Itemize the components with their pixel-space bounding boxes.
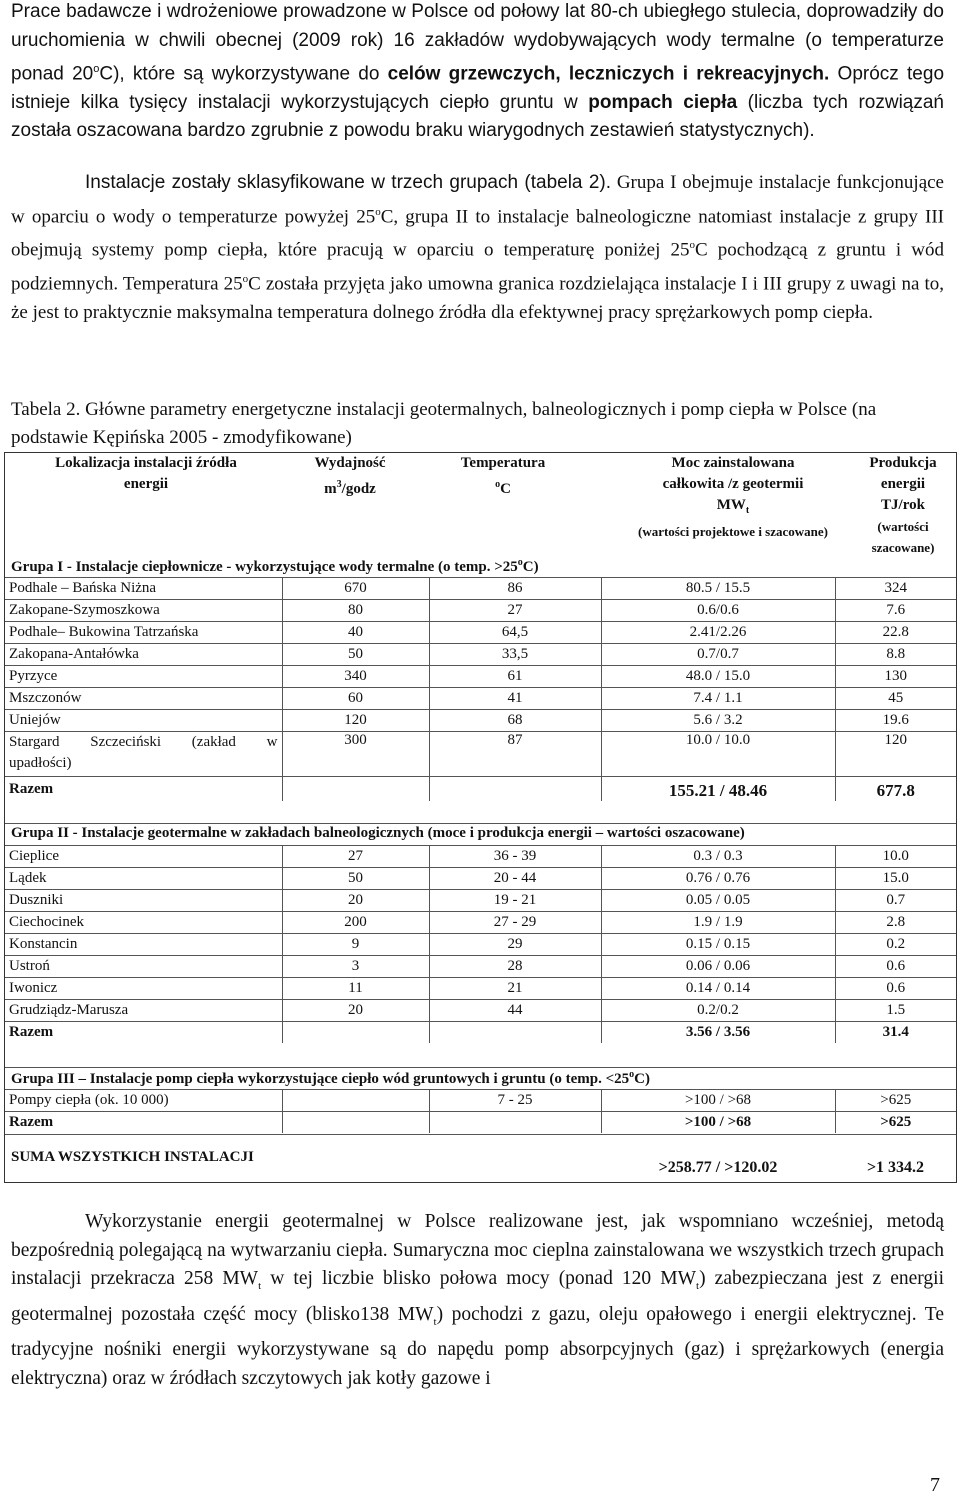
- group-1-title: [11, 557, 539, 576]
- cell-production: >625: [835, 1090, 956, 1112]
- intro-text: C pochodzącą z gruntu i wód podziemnych. Temperatura 25: [11, 239, 944, 295]
- cell-production: 1.5: [835, 1000, 956, 1022]
- cell-power: 5.6 / 3.2: [601, 710, 835, 732]
- cell-location: Uniejów: [5, 710, 282, 732]
- cell-production: 0.2: [835, 934, 956, 956]
- cell-flow: 40: [282, 622, 429, 644]
- outro-paragraph: [11, 1208, 944, 1393]
- group-2-total-row: [5, 1022, 956, 1044]
- cell-flow: 50: [282, 868, 429, 890]
- outro-text: Wykorzystanie energii geotermalnej w Polsce realizowane jest, jak wspomniano wcześniej, metodą bezpośrednią polegającą na wytwarzaniu ciepła. Sumaryczna moc cieplna zainstalowana we wszystkich trzech grupach instalacji przekracza 258 MW: [11, 1211, 944, 1290]
- cell-production: 0.7: [835, 890, 956, 912]
- cell-production: 120: [835, 732, 956, 777]
- cell-production: 45: [835, 688, 956, 710]
- grand-total-production: >1 334.2: [866, 1159, 925, 1176]
- cell-production: 2.8: [835, 912, 956, 934]
- group-title-text: C): [634, 1071, 650, 1087]
- total-production: >625: [835, 1112, 956, 1134]
- header-text: TJ/rok: [881, 497, 925, 513]
- cell-production: 10.0: [835, 846, 956, 868]
- header-location: [11, 453, 281, 495]
- table-row: [5, 578, 956, 600]
- cell-temperature: 19 - 21: [429, 890, 601, 912]
- cell-flow: 11: [282, 978, 429, 1000]
- cell-production: 7.6: [835, 600, 956, 622]
- empty-cell: [429, 777, 601, 802]
- header-text: C: [500, 481, 511, 497]
- cell-power: 0.7/0.7: [601, 644, 835, 666]
- cell-temperature: 33,5: [429, 644, 601, 666]
- table-row: [5, 956, 956, 978]
- table-row: [5, 912, 956, 934]
- outro-text: ) zabezpieczana jest z energii geotermalnej pozostała część mocy (blisko138 MW: [11, 1268, 945, 1325]
- cell-temperature: 61: [429, 666, 601, 688]
- cell-power: 0.15 / 0.15: [601, 934, 835, 956]
- cell-location: Grudziądz-Marusza: [5, 1000, 282, 1022]
- header-text: /godz: [341, 481, 376, 497]
- group-2-table: [5, 845, 956, 1043]
- cell-production: 22.8: [835, 622, 956, 644]
- cell-power: 48.0 / 15.0: [601, 666, 835, 688]
- header-text: szacowane): [871, 540, 935, 555]
- cell-production: 130: [835, 666, 956, 688]
- cell-text: Stargard Szczeciński (zakład w: [9, 734, 278, 750]
- header-text: energii: [880, 476, 926, 492]
- page-number: 7: [930, 1474, 940, 1496]
- header-text: m: [324, 481, 337, 497]
- cell-location: Zakopana-Antałówka: [5, 644, 282, 666]
- cell-location: Podhale – Bańska Niżna: [5, 578, 282, 600]
- table-row: [5, 978, 956, 1000]
- cell-location: Ustroń: [5, 956, 282, 978]
- header-superscript: o: [495, 479, 501, 490]
- intro-bold-text: celów grzewczych, leczniczych i rekreacyjnych.: [387, 63, 830, 85]
- cell-flow: 340: [282, 666, 429, 688]
- cell-location: Pompy ciepła (ok. 10 000): [5, 1090, 282, 1112]
- cell-location: Konstancin: [5, 934, 282, 956]
- cell-temperature: 20 - 44: [429, 868, 601, 890]
- cell-flow: 60: [282, 688, 429, 710]
- group-3-table: [5, 1089, 956, 1133]
- degree-superscript: o: [375, 205, 381, 218]
- data-table: [4, 452, 957, 1183]
- total-power: 3.56 / 3.56: [601, 1022, 835, 1044]
- degree-superscript: o: [93, 63, 100, 75]
- total-label: Razem: [9, 1114, 54, 1130]
- cell-power: 2.41/2.26: [601, 622, 835, 644]
- intro-text: Oprócz tego istnieje kilka tysięcy instalacji wykorzystujących ciepło gruntu w: [11, 63, 945, 113]
- cell-power: 0.2/0.2: [601, 1000, 835, 1022]
- degree-superscript: o: [629, 1069, 635, 1080]
- header-text: Wydajność: [314, 455, 386, 471]
- cell-flow: 80: [282, 600, 429, 622]
- intro-text: C), które są wykorzystywane do: [99, 63, 388, 85]
- empty-cell: [282, 1112, 429, 1134]
- cell-temperature: 7 - 25: [429, 1090, 601, 1112]
- header-production: [851, 453, 955, 558]
- degree-superscript: o: [242, 273, 249, 286]
- empty-cell: [282, 777, 429, 802]
- total-production: 677.8: [835, 777, 956, 802]
- group-1-total-row: [5, 777, 956, 802]
- grand-total-label: SUMA WSZYSTKICH INSTALACJI: [11, 1149, 254, 1165]
- group-1-table: [5, 577, 956, 801]
- group-3-title: [5, 1067, 956, 1088]
- header-text: [285, 474, 415, 500]
- cell-text: upadłości): [9, 755, 72, 771]
- table-row: [5, 622, 956, 644]
- empty-cell: [282, 1090, 429, 1112]
- intro-text: Prace badawcze i wdrożeniowe prowadzone w Polsce od połowy lat 80-ch ubiegłego stulecia, doprowadziły do uruchomienia w chwili obecnej (2009 rok) 16 zakładów wydobywających wody termalne (o temperaturze ponad 20: [11, 1, 944, 85]
- cell-power: 0.14 / 0.14: [601, 978, 835, 1000]
- empty-cell: [429, 1112, 601, 1134]
- header-text: energii: [123, 476, 169, 492]
- cell-flow: 27: [282, 846, 429, 868]
- group-title-text: C): [522, 559, 539, 575]
- intro-text: Grupa I obejmuje instalacje funkcjonujące w oparciu o wody o temperaturze powyżej 25: [11, 172, 944, 227]
- cell-temperature: 86: [429, 578, 601, 600]
- empty-cell: [429, 1022, 601, 1044]
- cell-temperature: 28: [429, 956, 601, 978]
- header-text: całkowita /z geotermii: [662, 476, 804, 492]
- cell-power: >100 / >68: [601, 1090, 835, 1112]
- total-label: Razem: [9, 780, 54, 797]
- total-production: 31.4: [835, 1022, 956, 1044]
- cell-temperature: 87: [429, 732, 601, 777]
- cell-temperature: 27: [429, 600, 601, 622]
- table-row: [5, 710, 956, 732]
- total-label: Razem: [9, 1024, 54, 1040]
- cell-temperature: 27 - 29: [429, 912, 601, 934]
- cell-power: 10.0 / 10.0: [601, 732, 835, 777]
- table-row: [5, 644, 956, 666]
- header-flow: [285, 453, 415, 500]
- intro-text: C została przyjęta jako umowna granica rozdzielająca instalacje I i III grupy z uwagi na to, że jest to praktycznie maksymalna temperatura dolnego źródła dla efektywnej pracy sprężarkowych pomp ciepła.: [11, 273, 944, 323]
- table-row: [5, 688, 956, 710]
- grand-total-power: >258.77 / >120.02: [658, 1159, 778, 1176]
- cell-location: Zakopane-Szymoszkowa: [5, 600, 282, 622]
- table-row: [5, 868, 956, 890]
- cell-production: 15.0: [835, 868, 956, 890]
- outro-text: ) pochodzi z gazu, oleju opałowego i energii elektrycznej. Te tradycyjne nośniki energii wykorzystywane są do napędu pomp absorpcyjnych (gaz) i sprężarkowych (energia elektryczna) oraz w źródłach szczytowych jak kotły gazowe i: [11, 1303, 944, 1389]
- cell-temperature: 44: [429, 1000, 601, 1022]
- outro-text: w tej liczbie blisko połowa mocy (ponad 120 MW: [261, 1268, 697, 1290]
- subscript: t: [696, 1280, 700, 1293]
- total-power: 155.21 / 48.46: [601, 777, 835, 802]
- cell-flow: 300: [282, 732, 429, 777]
- grand-total-row: [5, 1134, 956, 1183]
- cell-power: 0.3 / 0.3: [601, 846, 835, 868]
- degree-superscript: o: [689, 239, 695, 252]
- degree-superscript: o: [517, 557, 523, 568]
- cell-production: 8.8: [835, 644, 956, 666]
- cell-production: 0.6: [835, 978, 956, 1000]
- cell-temperature: 68: [429, 710, 601, 732]
- cell-location: Lądek: [5, 868, 282, 890]
- cell-location: Mszczonów: [5, 688, 282, 710]
- header-text: MW: [716, 497, 746, 513]
- table-row: [5, 732, 956, 777]
- intro-paragraph-2: [11, 169, 944, 327]
- cell-flow: 3: [282, 956, 429, 978]
- cell-production: 0.6: [835, 956, 956, 978]
- cell-flow: 200: [282, 912, 429, 934]
- cell-power: 80.5 / 15.5: [601, 578, 835, 600]
- cell-location: Pyrzyce: [5, 666, 282, 688]
- group-2-title: Grupa II - Instalacje geotermalne w zakładach balneologicznych (moce i produkcja energii – wartości oszacowane): [5, 823, 956, 842]
- cell-location: Iwonicz: [5, 978, 282, 1000]
- cell-temperature: 29: [429, 934, 601, 956]
- header-text: Moc zainstalowana: [671, 455, 795, 471]
- cell-location: Podhale– Bukowina Tatrzańska: [5, 622, 282, 644]
- cell-location: Duszniki: [5, 890, 282, 912]
- cell-flow: 50: [282, 644, 429, 666]
- header-text: Produkcja: [869, 455, 937, 471]
- table-caption: Tabela 2. Główne parametry energetyczne instalacji geotermalnych, balneologicznych i pomp ciepła w Polsce (na podstawie Kępińska 2005 - zmodyfikowane): [11, 399, 877, 448]
- cell-temperature: 41: [429, 688, 601, 710]
- header-text: [615, 495, 851, 521]
- table-row: [5, 934, 956, 956]
- cell-power: 7.4 / 1.1: [601, 688, 835, 710]
- cell-flow: 9: [282, 934, 429, 956]
- cell-power: 0.6/0.6: [601, 600, 835, 622]
- table-row: [5, 1090, 956, 1112]
- intro-text: C, grupa II to instalacje balneologiczne natomiast instalacje z grupy III obejmują systemy pomp ciepła, które pracują w oparciu o temperaturę poniżej 25: [11, 205, 945, 261]
- intro-text: Instalacje zostały sklasyfikowane w trzech grupach (tabela 2).: [85, 172, 612, 193]
- intro-paragraph-1: [11, 0, 944, 146]
- cell-flow: 20: [282, 890, 429, 912]
- cell-temperature: 21: [429, 978, 601, 1000]
- cell-location: Cieplice: [5, 846, 282, 868]
- cell-power: 1.9 / 1.9: [601, 912, 835, 934]
- group-title-text: Grupa III – Instalacje pomp ciepła wykorzystujące ciepło wód gruntowych i gruntu (o temp. <25: [11, 1071, 630, 1087]
- header-text: (wartości projektowe i szacowane): [637, 524, 829, 539]
- cell-production: 324: [835, 578, 956, 600]
- table-row: [5, 1000, 956, 1022]
- cell-power: 0.05 / 0.05: [601, 890, 835, 912]
- header-superscript: 3: [336, 479, 342, 490]
- header-temperature: [437, 453, 569, 500]
- cell-flow: 670: [282, 578, 429, 600]
- header-text: Temperatura: [460, 455, 546, 471]
- empty-cell: [282, 1022, 429, 1044]
- table-row: [5, 600, 956, 622]
- intro-bold-text: pompach ciepła: [588, 91, 738, 113]
- cell-flow: 120: [282, 710, 429, 732]
- table-row: [5, 890, 956, 912]
- cell-production: 19.6: [835, 710, 956, 732]
- cell-temperature: 36 - 39: [429, 846, 601, 868]
- subscript: t: [258, 1280, 262, 1293]
- table-row: [5, 666, 956, 688]
- header-subscript: t: [745, 505, 750, 516]
- cell-power: 0.06 / 0.06: [601, 956, 835, 978]
- subscript: t: [433, 1315, 437, 1328]
- cell-power: 0.76 / 0.76: [601, 868, 835, 890]
- header-text: Lokalizacja instalacji źródła: [55, 455, 237, 471]
- total-power: >100 / >68: [601, 1112, 835, 1134]
- cell-location: Ciechocinek: [5, 912, 282, 934]
- intro-text: (liczba tych rozwiązań została oszacowana bardzo zgrubnie z powodu braku wiarygodnych zestawień statystycznych).: [11, 91, 944, 142]
- group-title-text: Grupa I - Instalacje ciepłownicze - wykorzystujące wody termalne (o temp. >25: [11, 559, 518, 575]
- cell-temperature: 64,5: [429, 622, 601, 644]
- table-row: [5, 846, 956, 868]
- header-text: [437, 474, 569, 500]
- group-3-total-row: [5, 1112, 956, 1134]
- cell-location: [5, 732, 282, 777]
- cell-flow: 20: [282, 1000, 429, 1022]
- header-power: [615, 453, 851, 542]
- header-text: (wartości: [877, 519, 929, 534]
